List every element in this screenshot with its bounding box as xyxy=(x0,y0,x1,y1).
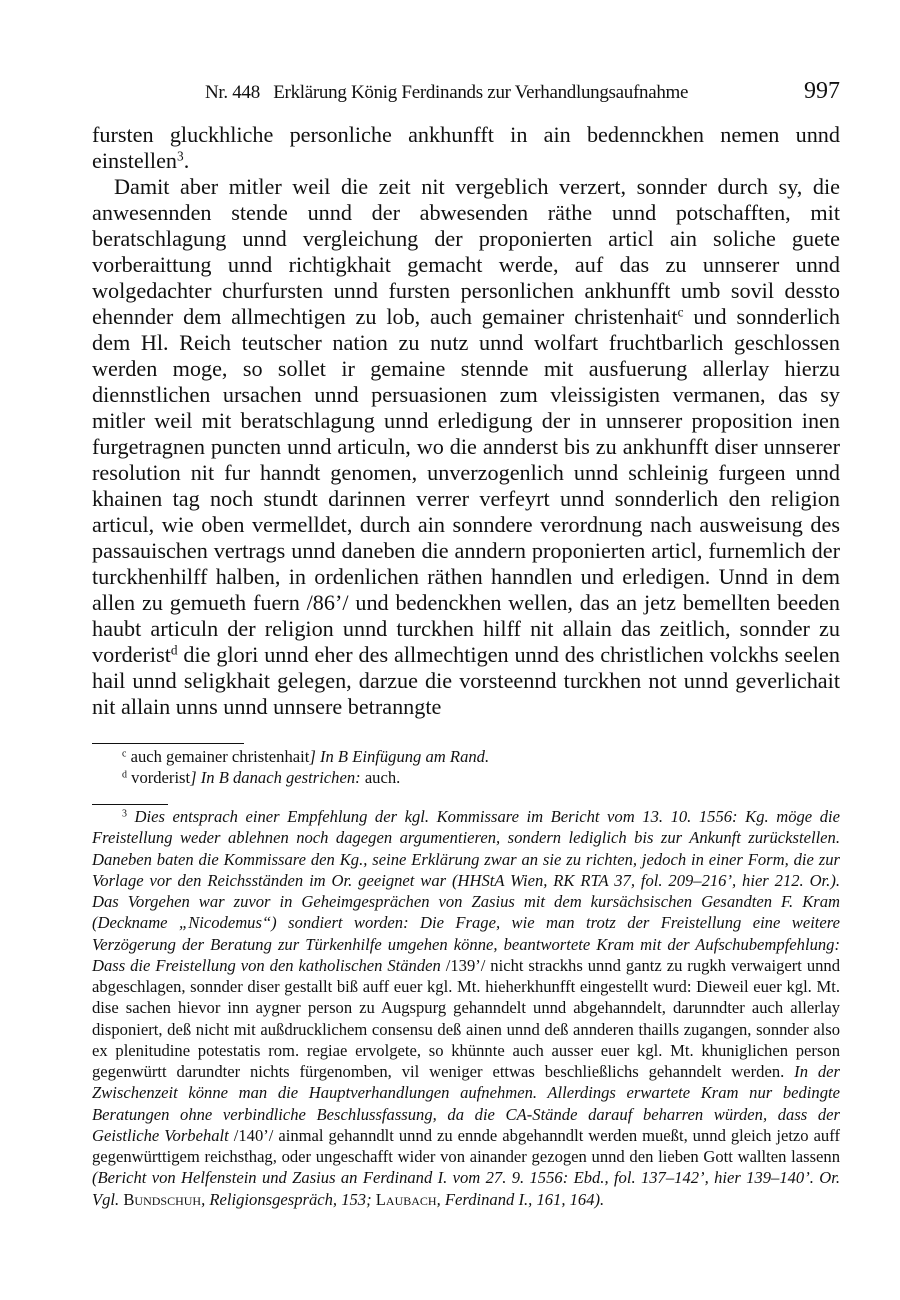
footnote-3: $^3$ Dies entsprach einer Empfehlung der kgl. Kommissare im Bericht vom 13. 10. 1556: Kg. möge die Freistellung weder ablehnen noch dagegen argumentieren, sondern lediglich bis zur Ankunft zurückstellen. Daneben baten die Kommissare den Kg., seine Erklärung zwar an sie zu richten, jedoch in einer Form, die zur Vorlage vor den Reichsständen im Or. geeignet war (HHStA Wien, RK RTA 37, fol. 209–216’, hier 212. Or.). Das Vorgehen war zuvor in Geheimgesprächen von Zasius mit dem kursächsischen Gesandten F. Kram (Deckname „Nicodemus“) sondiert worden: Die Frage, wie man trotz der Freistellung eine weitere Verzögerung der Beratung zur Türkenhilfe umgehen könne, beantwortete Kram mit der Aufschubempfehlung: Dass die Freistellung von den katholischen Ständen /139’/ nicht strackhs unnd gantz zu rugkh verwaigert unnd abgeschlagen, sonnder diser gestallt biß auff euer kgl. Mt. hieherkhunfft eingestellt wurd: Dieweil euer kgl. Mt. dise sachen hievor inn aygner person zu Augspurg gehanndelt unnd abgehanndelt, darunndter auch allerlay disponiert, deß nicht mit außdrucklichem consensu deß ainen unnd deß annderen thaills zugangen, sonnder also ex plenitudine potestatis rom. regiae ervolgete, so khünnte auch ausser euer kgl. Mt. khuniglichen person gegenwürtt darundter nichts fürgenomben, vil weniger ettwas beschließlichs gehanndelt werden. In der Zwischenzeit könne man die Hauptverhandlungen aufnehmen. Allerdings erwartete Kram nur bedingte Beratungen ohne verbindliche Beschlussfassung, da die CA-Stände darauf beharren würden, dass der Geistliche Vorbehalt /140’/ ainmal gehanndlt unnd zu ennde abgehanndlt werden mueßt, unnd gleich jetzo auff gegenwürttigem reichsthag, oder ungeschafft wider von ainander gezogen unnd den lieben Gott wallten lassenn (Bericht von Helfenstein und Zasius an Ferdinand I. vom 27. 9. 1556: Ebd., fol. 137–142’, hier 139–140’. Or. Vgl. Bundschuh, Religionsgespräch, 153; Laubach, Ferdinand I., 161, 164). xyxy=(92,807,841,1209)
running-header xyxy=(92,78,840,108)
paragraph-1: fursten gluckhliche personliche ankhunfft in ain bedennckhen nemen unnd einstellen$^3$. xyxy=(92,122,840,173)
textual-note-ref-c[interactable]: c xyxy=(677,304,684,320)
author-laubach: Laubach xyxy=(375,1189,437,1209)
textual-note-d: $^d$ vorderist] In B danach gestrichen: auch. xyxy=(122,768,401,787)
page-number: 997 xyxy=(804,78,840,104)
footnote-ref-3[interactable]: 3 xyxy=(177,148,184,164)
textual-notes-rule xyxy=(92,743,244,744)
textual-notes xyxy=(92,746,840,788)
paragraph-2: Damit aber mitler weil die zeit nit vergeblich verzert, sonnder durch sy, die anwesennden stende unnd der abwesenden räthe unnd potschafften, mit beratschlagung unnd vergleichung der proponierten articl ain soliche guete vorberaittung unnd richtigkhait gemacht werde, auf das zu unnserer unnd wolgedachter churfursten unnd fursten personlichen ankhunfft umb sovil dessto ehennder dem allmechtigen zu lob, auch gemainer christenhait$^c$ und sonnderlich dem Hl. Reich teutscher nation zu nutz unnd wolfart fruchtbarlich geschlossen werden moge, so sollet ir gemaine stennde mit ausfuerung allerlay hierzu diennstlichen ursachen unnd persuasionen zum vleissigisten vermanen, das sy mitler weil mit beratschlagung unnd erledigung der in unnserer proposition inen furgetragnen puncten unnd articuln, wo die annderst bis zu ankhunfft diser unnserer resolution nit fur hanndt genomen, unverzogenlich unnd schleinig furgeen unnd khainen tag noch stundt darinnen verrer verfeyrt unnd sonnderlich den religion articul, wie oben vermelldet, durch ain sonndere verordnung nach ausweisung des passauischen vertrags unnd daneben die anndern proponierten articl, furnemlich der turckhenhilff halben, in ordenlichen räthen hanndlen und erledigen. Unnd in dem allen zu gemueth fuern /86’/ und bedenckhen wellen, das an jetz bemellten beeden haubt articuln der religion unnd turckhen hilff nit allain das zeitlich, sonnder zu vorderist$^d$ die glori unnd eher des allmechtigen unnd des christlichen volckhs seelen hail unnd seligkhait gelegen, darzue die vorsteennd turckhen not unnd geverlichait nit allain unns unnd unnsere betranngte xyxy=(92,174,840,719)
running-title: Nr. 448 Erklärung König Ferdinands zur Verhandlungsaufnahme xyxy=(205,82,689,103)
factual-notes-rule xyxy=(92,804,168,805)
author-bundschuh: Bundschuh xyxy=(123,1189,202,1209)
main-text xyxy=(92,122,840,720)
textual-note-c: $^c$ auch gemainer christenhait] In B Einfügung am Rand. xyxy=(122,747,490,766)
factual-notes xyxy=(92,806,840,1210)
textual-note-ref-d[interactable]: d xyxy=(170,642,178,658)
